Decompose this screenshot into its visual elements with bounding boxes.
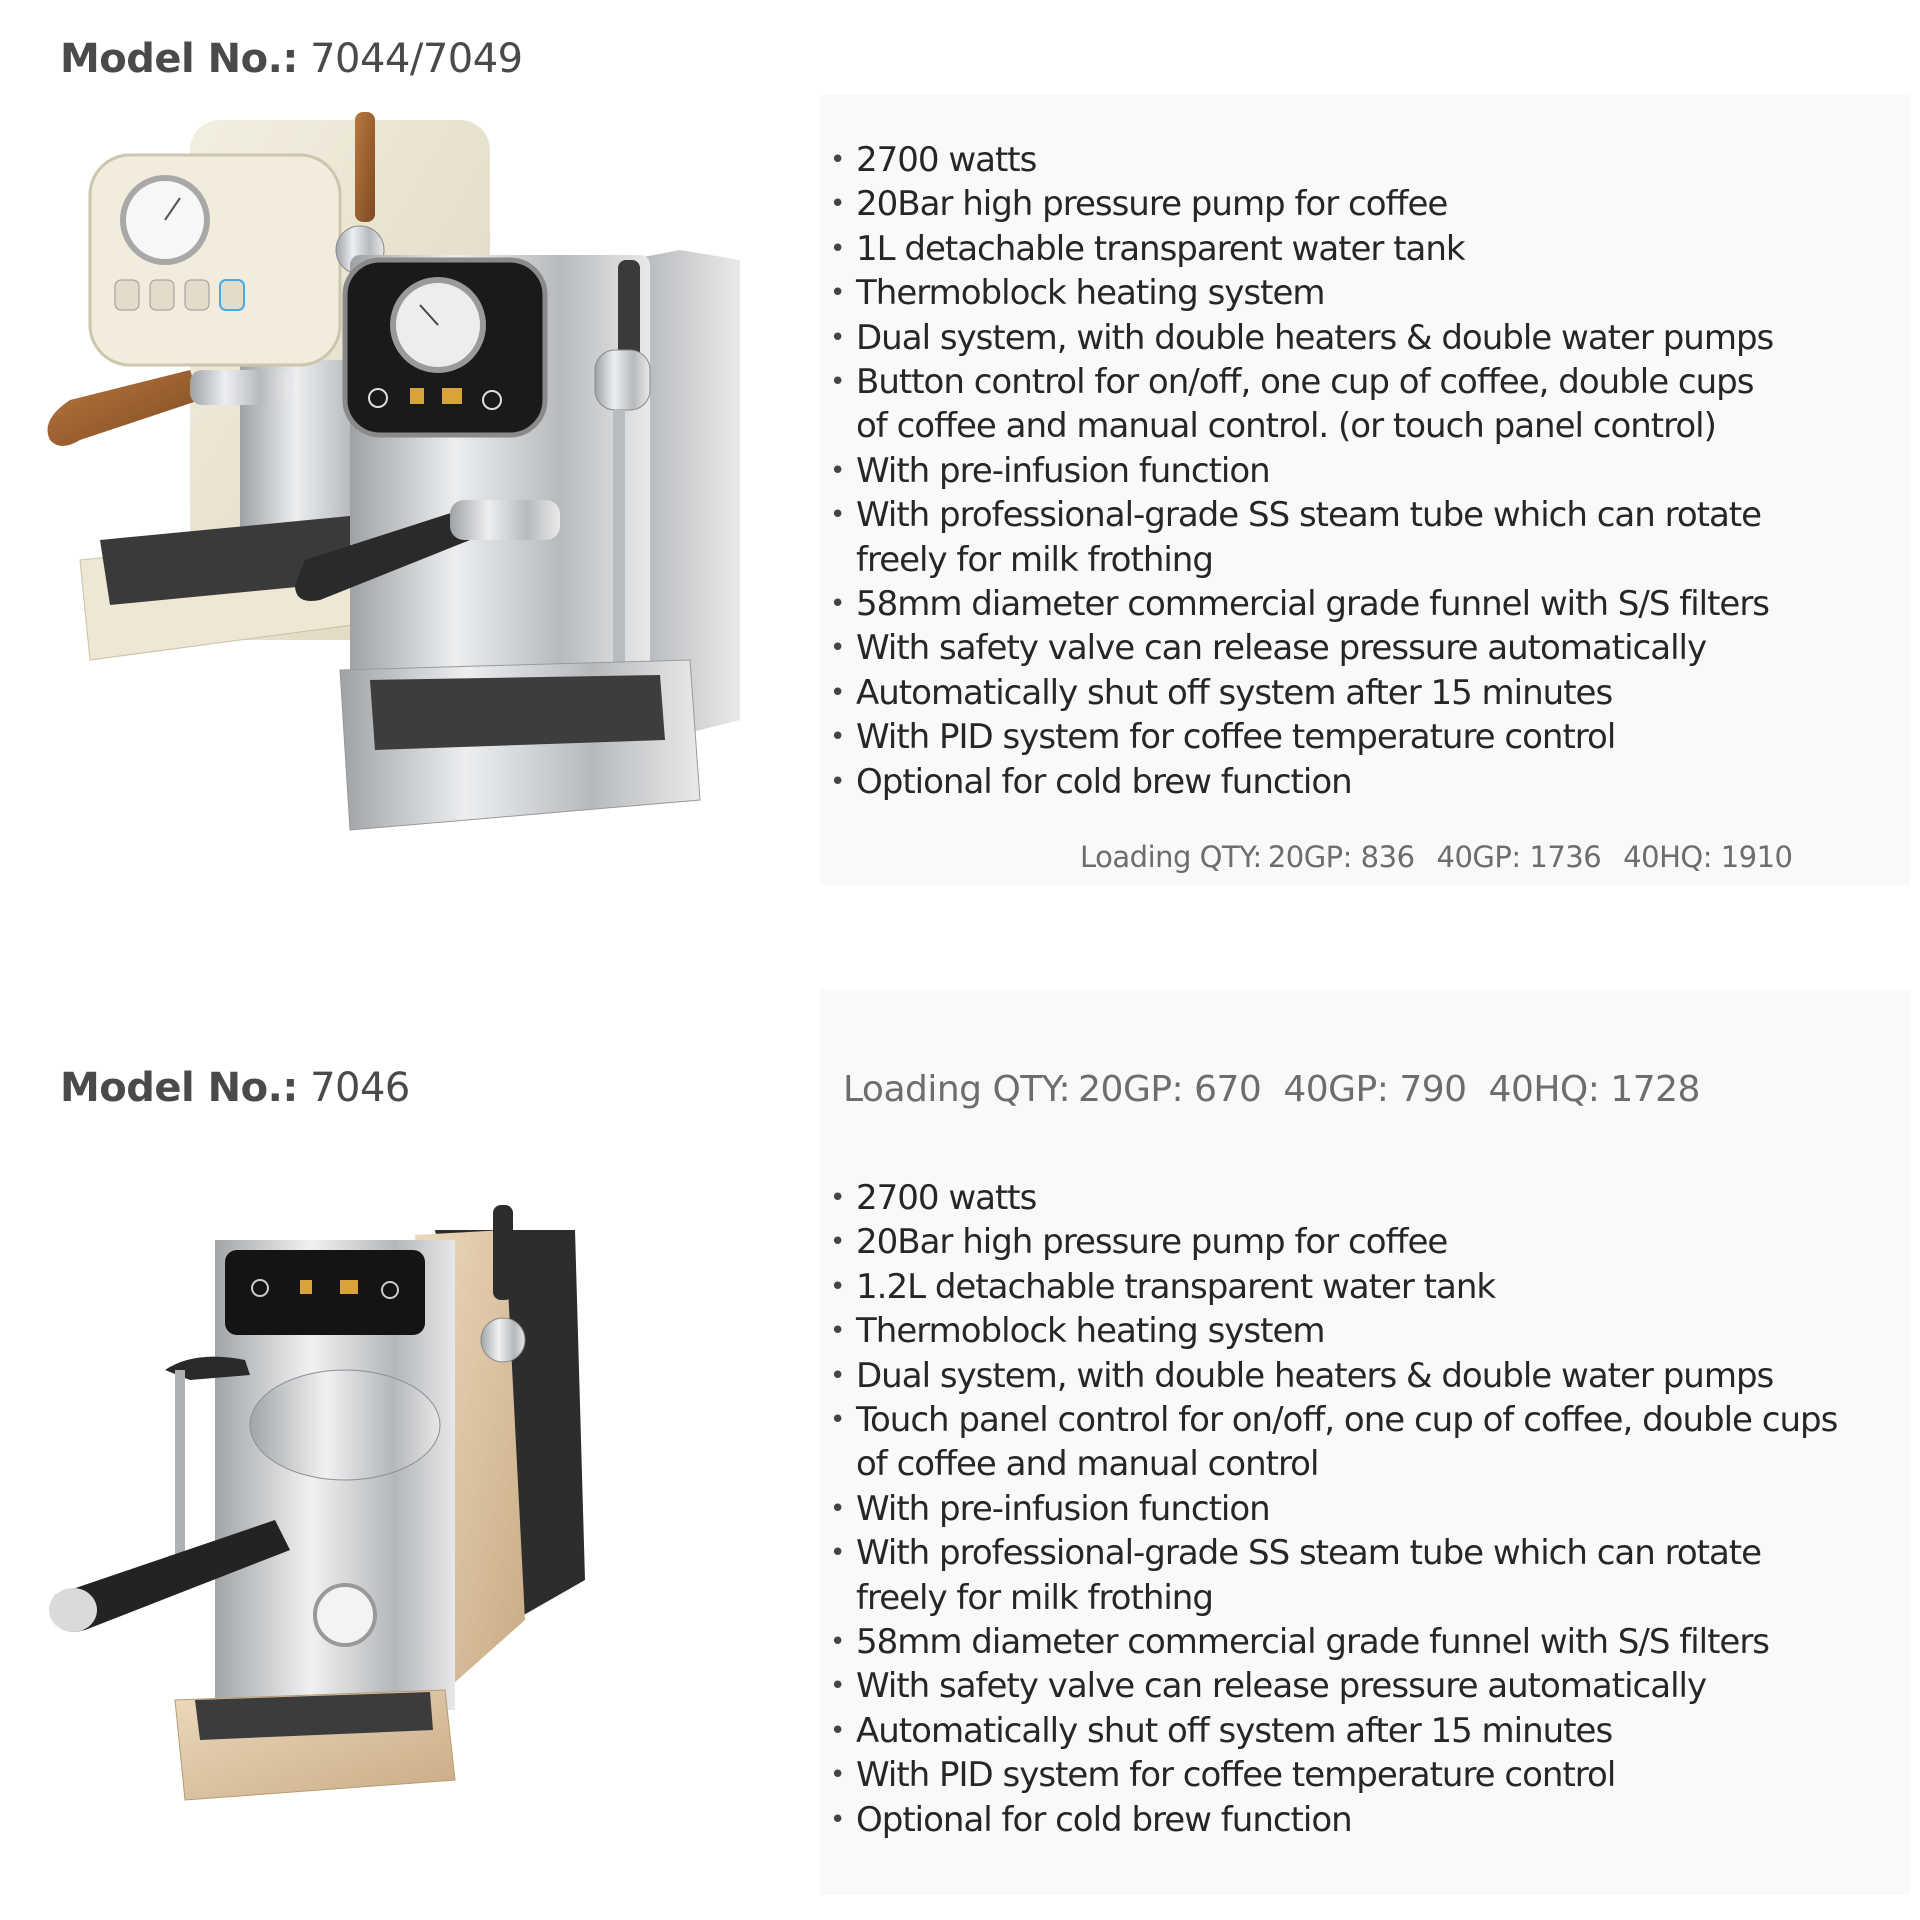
feature-item: • With safety valve can release pressure automatically <box>830 626 1773 670</box>
steam-knob-2 <box>618 260 640 360</box>
feature-item: • 58mm diameter commercial grade funnel with S/S filters <box>830 582 1773 626</box>
feature-item: • With professional-grade SS steam tube which can rotate freely for milk frothing <box>830 493 1773 582</box>
feature-item: • With PID system for coffee temperature control <box>830 1753 1837 1797</box>
product-image-7046 <box>45 1200 605 1820</box>
feature-item: • With PID system for coffee temperature control <box>830 715 1773 759</box>
feature-item: • Button control for on/off, one cup of coffee, double cups of coffee and manual control. (or touch panel control) <box>830 360 1773 449</box>
loading-20gp: 20GP: 670 <box>1078 1069 1262 1110</box>
feature-item: • Dual system, with double heaters & double water pumps <box>830 316 1773 360</box>
drip-tray-grate <box>370 675 665 750</box>
pressure-gauge-icon <box>315 1585 375 1645</box>
group-head <box>250 1370 440 1480</box>
loading-40gp: 40GP: 1736 <box>1436 840 1602 874</box>
loading-qty-1 <box>1080 840 1815 874</box>
loading-40gp: 40GP: 790 <box>1283 1069 1467 1110</box>
feature-item: • 1.2L detachable transparent water tank <box>830 1265 1837 1309</box>
model-number: 7046 <box>310 1065 410 1111</box>
feature-item: • With pre-infusion function <box>830 1487 1837 1531</box>
feature-item: • 2700 watts <box>830 138 1773 182</box>
feature-item: • Dual system, with double heaters & double water pumps <box>830 1354 1837 1398</box>
model-title-1 <box>60 36 523 82</box>
model-number: 7044/7049 <box>310 36 523 82</box>
cream-front-panel <box>90 155 340 365</box>
steam-knob <box>355 112 375 222</box>
product-image-7044-7049 <box>40 100 760 840</box>
wood-portafilter-handle <box>48 370 201 446</box>
steam-wand <box>175 1370 185 1560</box>
feature-item: • 2700 watts <box>830 1176 1837 1220</box>
model-label: Model No.: <box>60 1065 298 1111</box>
feature-item: • Thermoblock heating system <box>830 271 1773 315</box>
loading-20gp: 20GP: 836 <box>1267 840 1415 874</box>
loading-label: Loading QTY: <box>843 1069 1071 1110</box>
feature-item: • Automatically shut off system after 15 minutes <box>830 671 1773 715</box>
feature-item: • Thermoblock heating system <box>830 1309 1837 1353</box>
feature-item: • With safety valve can release pressure automatically <box>830 1664 1837 1708</box>
black-touch-panel <box>225 1250 425 1335</box>
feature-item: • Automatically shut off system after 15 minutes <box>830 1709 1837 1753</box>
model-label: Model No.: <box>60 36 298 82</box>
loading-qty-2 <box>843 1069 1722 1110</box>
feature-list-2 <box>830 1176 1837 1842</box>
feature-item: • 58mm diameter commercial grade funnel with S/S filters <box>830 1620 1837 1664</box>
loading-label: Loading QTY: <box>1080 840 1262 874</box>
steam-knob <box>493 1205 513 1300</box>
feature-item: • 20Bar high pressure pump for coffee <box>830 1220 1837 1264</box>
feature-item: • Optional for cold brew function <box>830 1798 1837 1842</box>
feature-item: • With professional-grade SS steam tube which can rotate freely for milk frothing <box>830 1531 1837 1620</box>
feature-item: • 1L detachable transparent water tank <box>830 227 1773 271</box>
feature-item: • 20Bar high pressure pump for coffee <box>830 182 1773 226</box>
feature-item: • Optional for cold brew function <box>830 760 1773 804</box>
loading-40hq: 40HQ: 1728 <box>1488 1069 1700 1110</box>
loading-40hq: 40HQ: 1910 <box>1623 840 1793 874</box>
feature-item: • Touch panel control for on/off, one cup of coffee, double cups of coffee and manual control <box>830 1398 1837 1487</box>
feature-item: • With pre-infusion function <box>830 449 1773 493</box>
model-title-2 <box>60 1065 410 1111</box>
feature-list-1 <box>830 138 1773 804</box>
